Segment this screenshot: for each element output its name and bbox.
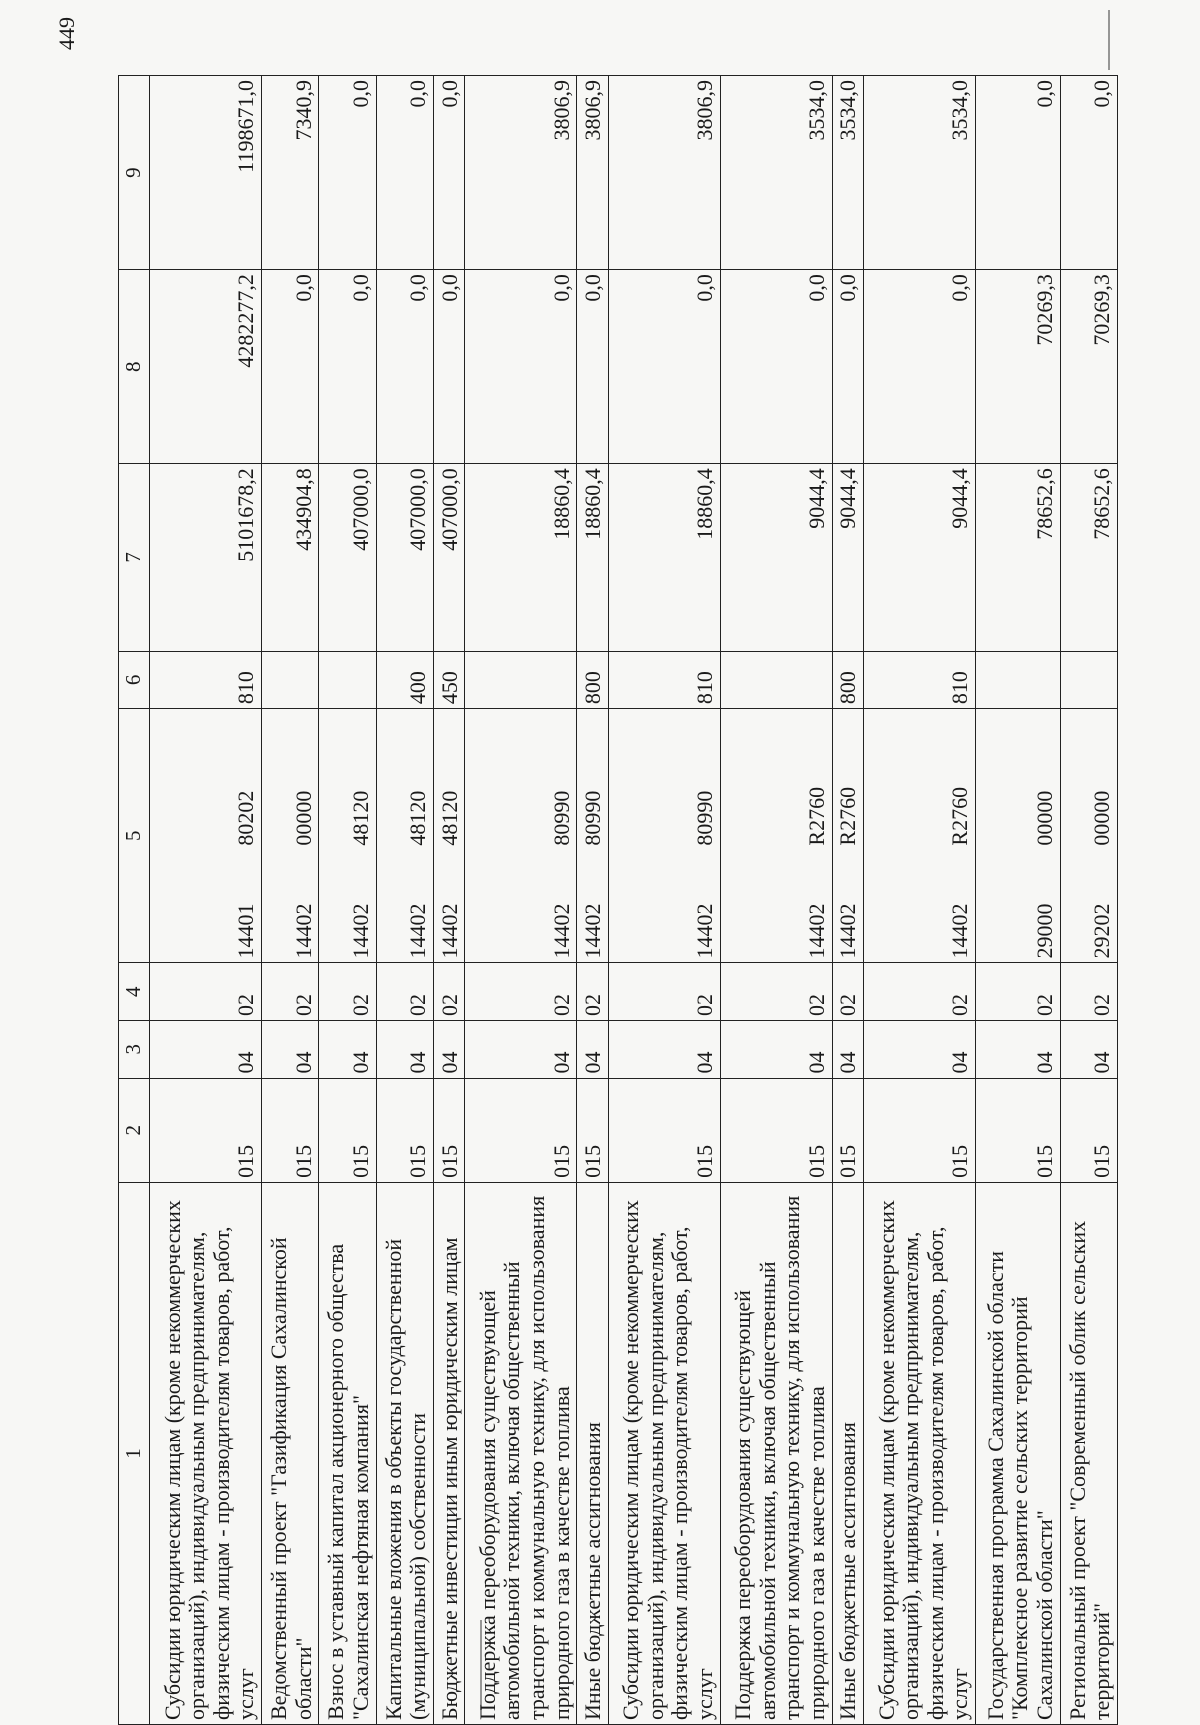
target-article-part: 14402 <box>692 903 718 959</box>
amount-col9: 0,0 <box>1060 76 1117 270</box>
target-article-part: 00000 <box>290 790 316 846</box>
amount-col7: 407000,0 <box>376 464 433 651</box>
amount-col8: 0,0 <box>376 270 433 464</box>
target-article-part: 29202 <box>1089 903 1115 959</box>
amount-col8: 0,0 <box>319 270 376 464</box>
amount-col7: 9044,4 <box>832 464 863 651</box>
amount-col7: 18860,4 <box>608 464 720 651</box>
amount-col8: 4282277,2 <box>150 270 262 464</box>
target-article <box>150 709 262 963</box>
target-article-part: 14402 <box>835 903 861 959</box>
subsection-code: 02 <box>976 963 1061 1021</box>
ministry-code: 015 <box>864 1078 976 1182</box>
row-name: Иные бюджетные ассигнования <box>577 1182 608 1724</box>
target-article <box>720 709 832 963</box>
subsection-code: 02 <box>864 963 976 1021</box>
section-code: 04 <box>720 1020 832 1078</box>
section-code: 04 <box>150 1020 262 1078</box>
ministry-code: 015 <box>434 1078 465 1182</box>
scan-edge-mark <box>1108 10 1110 70</box>
amount-col7: 434904,8 <box>262 464 319 651</box>
subsection-code: 02 <box>608 963 720 1021</box>
amount-col9: 3806,9 <box>577 76 608 270</box>
amount-col7: 407000,0 <box>434 464 465 651</box>
subsection-code: 02 <box>376 963 433 1021</box>
section-code: 04 <box>864 1020 976 1078</box>
amount-col8: 0,0 <box>465 270 577 464</box>
target-article-part: 48120 <box>436 790 462 846</box>
amount-col8: 0,0 <box>832 270 863 464</box>
table-row <box>976 76 1061 1725</box>
target-article <box>1060 709 1117 963</box>
amount-col7: 78652,6 <box>976 464 1061 651</box>
table-row <box>720 76 832 1725</box>
column-header: 5 <box>119 709 150 963</box>
ministry-code: 015 <box>319 1078 376 1182</box>
subsection-code: 02 <box>720 963 832 1021</box>
row-name: Субсидии юридическим лицам (кроме некоммерческих организаций), индивидуальным предпринимателям, физическим лицам - производителям товаров, работ, услуг <box>608 1182 720 1724</box>
section-code: 04 <box>262 1020 319 1078</box>
subsection-code: 02 <box>150 963 262 1021</box>
row-name: Региональный проект "Современный облик сельских территорий" <box>1060 1182 1117 1724</box>
amount-col9: 0,0 <box>976 76 1061 270</box>
subsection-code: 02 <box>832 963 863 1021</box>
column-header: 6 <box>119 651 150 709</box>
expense-type <box>720 651 832 709</box>
table-row <box>1060 76 1117 1725</box>
subsection-code: 02 <box>319 963 376 1021</box>
target-article-part: 14401 <box>233 903 259 959</box>
expense-type <box>319 651 376 709</box>
ministry-code: 015 <box>608 1078 720 1182</box>
target-article-part: 14402 <box>405 903 431 959</box>
row-name: Государственная программа Сахалинской области "Комплексное развитие сельских территорий Сахалинской области" <box>976 1182 1061 1724</box>
section-code: 04 <box>976 1020 1061 1078</box>
section-code: 04 <box>608 1020 720 1078</box>
amount-col7: 9044,4 <box>720 464 832 651</box>
amount-col8: 70269,3 <box>976 270 1061 464</box>
table-header-row <box>119 76 150 1725</box>
subsection-code: 02 <box>262 963 319 1021</box>
section-code: 04 <box>465 1020 577 1078</box>
column-header: 8 <box>119 270 150 464</box>
subsection-code: 02 <box>465 963 577 1021</box>
amount-col9: 7340,9 <box>262 76 319 270</box>
target-article-part: 14402 <box>580 903 606 959</box>
amount-col7: 18860,4 <box>577 464 608 651</box>
expense-type: 800 <box>832 651 863 709</box>
row-name: Бюджетные инвестиции иным юридическим лицам <box>434 1182 465 1724</box>
amount-col7: 78652,6 <box>1060 464 1117 651</box>
budget-table <box>118 75 1118 1725</box>
target-article-part: 80990 <box>548 790 574 846</box>
target-article-part: 14402 <box>804 903 830 959</box>
amount-col8: 0,0 <box>608 270 720 464</box>
target-article <box>434 709 465 963</box>
target-article-part: 80990 <box>692 790 718 846</box>
target-article <box>319 709 376 963</box>
row-name: Поддержка переоборудования существующей автомобильной техники, включая общественный транспорт и коммунальную технику, для использования природного газа в качестве топлива <box>465 1182 577 1724</box>
amount-col9: 3806,9 <box>608 76 720 270</box>
target-article-part: R2760 <box>947 786 973 846</box>
target-article-part: 00000 <box>1031 790 1057 846</box>
ministry-code: 015 <box>262 1078 319 1182</box>
row-name: Взнос в уставный капитал акционерного общества "Сахалинская нефтяная компания" <box>319 1182 376 1724</box>
table-row <box>376 76 433 1725</box>
subsection-code: 02 <box>434 963 465 1021</box>
amount-col7: 18860,4 <box>465 464 577 651</box>
column-header: 2 <box>119 1078 150 1182</box>
amount-col9: 3534,0 <box>832 76 863 270</box>
target-article <box>864 709 976 963</box>
target-article-part: 14402 <box>947 903 973 959</box>
section-code: 04 <box>319 1020 376 1078</box>
amount-col9: 3806,9 <box>465 76 577 270</box>
table-row <box>150 76 262 1725</box>
subsection-code: 02 <box>1060 963 1117 1021</box>
ministry-code: 015 <box>465 1078 577 1182</box>
section-code: 04 <box>832 1020 863 1078</box>
target-article <box>608 709 720 963</box>
amount-col8: 0,0 <box>577 270 608 464</box>
target-article-part: 14402 <box>290 903 316 959</box>
amount-col8: 0,0 <box>262 270 319 464</box>
target-article-part: 14402 <box>348 903 374 959</box>
target-article <box>832 709 863 963</box>
amount-col7: 5101678,2 <box>150 464 262 651</box>
table-row <box>832 76 863 1725</box>
expense-type <box>465 651 577 709</box>
amount-col8: 0,0 <box>864 270 976 464</box>
expense-type: 450 <box>434 651 465 709</box>
amount-col8: 0,0 <box>434 270 465 464</box>
row-name: Капитальные вложения в объекты государственной (муниципальной) собственности <box>376 1182 433 1724</box>
ministry-code: 015 <box>720 1078 832 1182</box>
target-article <box>577 709 608 963</box>
row-name: Поддержка переоборудования существующей автомобильной техники, включая общественный транспорт и коммунальную технику, для использования природного газа в качестве топлива <box>720 1182 832 1724</box>
section-code: 04 <box>434 1020 465 1078</box>
ministry-code: 015 <box>1060 1078 1117 1182</box>
amount-col9: 0,0 <box>376 76 433 270</box>
table-row <box>864 76 976 1725</box>
expense-type: 810 <box>608 651 720 709</box>
ministry-code: 015 <box>577 1078 608 1182</box>
expense-type <box>262 651 319 709</box>
column-header: 1 <box>119 1182 150 1724</box>
section-code: 04 <box>1060 1020 1117 1078</box>
ministry-code: 015 <box>150 1078 262 1182</box>
section-code: 04 <box>376 1020 433 1078</box>
target-article-part: 29000 <box>1031 903 1057 959</box>
target-article-part: 14402 <box>436 903 462 959</box>
row-name: Иные бюджетные ассигнования <box>832 1182 863 1724</box>
amount-col9: 1198671,0 <box>150 76 262 270</box>
amount-col8: 70269,3 <box>1060 270 1117 464</box>
ministry-code: 015 <box>976 1078 1061 1182</box>
table-row <box>434 76 465 1725</box>
row-name: Субсидии юридическим лицам (кроме некоммерческих организаций), индивидуальным предпринимателям, физическим лицам - производителям товаров, работ, услуг <box>864 1182 976 1724</box>
target-article <box>976 709 1061 963</box>
table-row <box>608 76 720 1725</box>
row-name: Ведомственный проект "Газификация Сахалинской области" <box>262 1182 319 1724</box>
column-header: 3 <box>119 1020 150 1078</box>
column-header: 4 <box>119 963 150 1021</box>
amount-col7: 9044,4 <box>864 464 976 651</box>
expense-type: 800 <box>577 651 608 709</box>
page-number: 449 <box>54 17 79 50</box>
expense-type <box>1060 651 1117 709</box>
column-header: 9 <box>119 76 150 270</box>
subsection-code: 02 <box>577 963 608 1021</box>
ministry-code: 015 <box>832 1078 863 1182</box>
amount-col9: 0,0 <box>434 76 465 270</box>
target-article-part: 48120 <box>405 790 431 846</box>
target-article-part: 80202 <box>233 790 259 846</box>
target-article-part: 48120 <box>348 790 374 846</box>
target-article-part: 14402 <box>548 903 574 959</box>
ministry-code: 015 <box>376 1078 433 1182</box>
target-article-part: 80990 <box>580 790 606 846</box>
section-code: 04 <box>577 1020 608 1078</box>
target-article-part: R2760 <box>835 786 861 846</box>
target-article-part: R2760 <box>804 786 830 846</box>
amount-col8: 0,0 <box>720 270 832 464</box>
amount-col9: 3534,0 <box>864 76 976 270</box>
column-header: 7 <box>119 464 150 651</box>
table-row <box>577 76 608 1725</box>
expense-type: 810 <box>150 651 262 709</box>
target-article <box>262 709 319 963</box>
target-article-part: 00000 <box>1089 790 1115 846</box>
table-row <box>319 76 376 1725</box>
target-article <box>465 709 577 963</box>
amount-col9: 0,0 <box>319 76 376 270</box>
amount-col7: 407000,0 <box>319 464 376 651</box>
table-row <box>262 76 319 1725</box>
amount-col9: 3534,0 <box>720 76 832 270</box>
row-name: Субсидии юридическим лицам (кроме некоммерческих организаций), индивидуальным предпринимателям, физическим лицам - производителям товаров, работ, услуг <box>150 1182 262 1724</box>
expense-type: 810 <box>864 651 976 709</box>
rotated-table-container <box>118 75 1118 1725</box>
expense-type: 400 <box>376 651 433 709</box>
target-article <box>376 709 433 963</box>
expense-type <box>976 651 1061 709</box>
table-row <box>465 76 577 1725</box>
